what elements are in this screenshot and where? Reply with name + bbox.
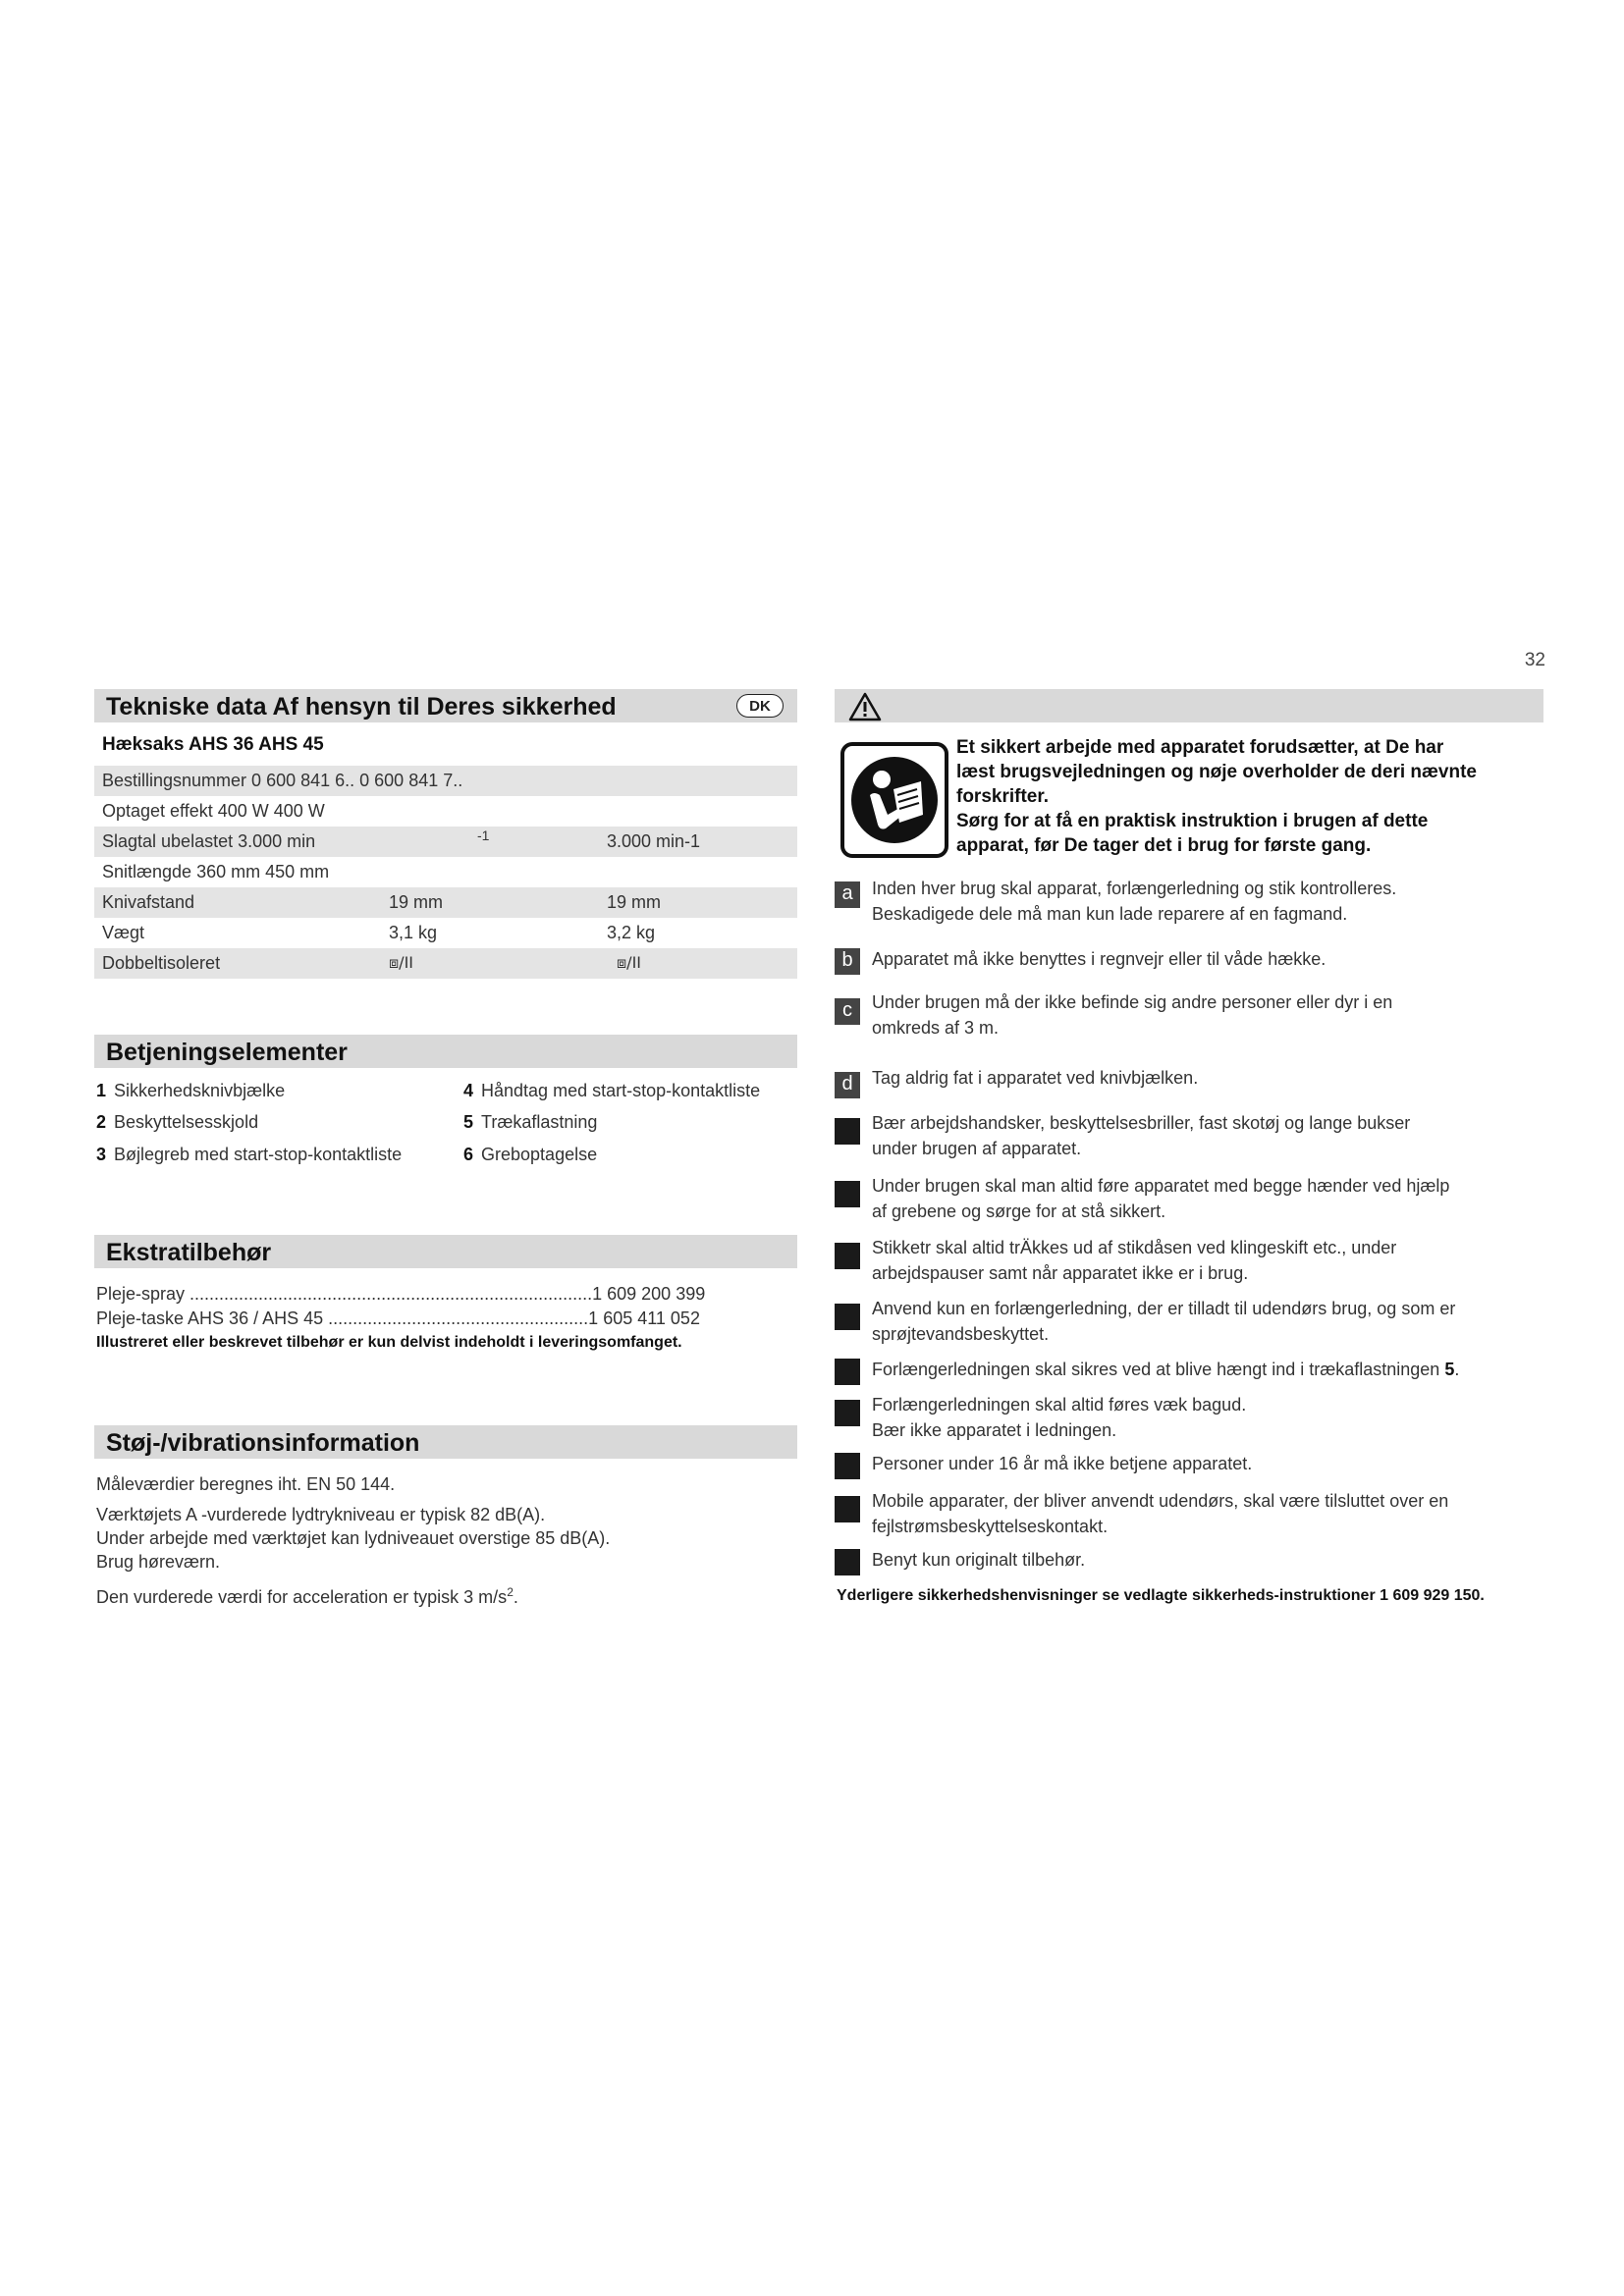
safety-item-line: sprøjtevandsbeskyttet. [872,1324,1050,1344]
safety-item-line: Tag aldrig fat i apparatet ved knivbjælken. [872,1068,1199,1088]
safety-footer: Yderligere sikkerhedshenvisninger se vedlagte sikkerheds-instruktioner 1 609 929 150. [837,1587,1485,1604]
safety-item-line: under brugen af apparatet. [872,1139,1082,1158]
safety-item [872,1547,1549,1573]
accessory-line: Pleje-spray ..................................................................................1 609 200 399 [96,1284,706,1304]
tech-row-label: Slagtal ubelastet 3.000 min [102,831,316,851]
control-number: 5 [463,1112,474,1132]
control-label: Greboptagelse [481,1145,598,1164]
noise-title: Støj-/vibrationsinformation [106,1429,420,1457]
marker-b: b [835,948,860,975]
safety-item-line: Inden hver brug skal apparat, forlængerledning og stik kontrolleres. [872,879,1397,898]
warning-triangle-icon [848,692,882,721]
control-item [463,1112,597,1133]
tech-row-label: Dobbeltisoleret [102,953,221,973]
safety-item-line: Under brugen skal man altid føre apparatet med begge hænder ved hjælp [872,1176,1450,1196]
safety-item [872,1392,1549,1443]
tech-row [94,766,797,796]
control-number: 6 [463,1145,474,1164]
bullet-marker [835,1304,860,1330]
marker-a: a [835,881,860,908]
control-item [96,1112,258,1133]
noise-header [94,1425,797,1459]
tech-row [94,948,797,979]
noise-line: Måleværdier beregnes iht. EN 50 144. [96,1474,396,1494]
bullet-marker [835,1243,860,1269]
noise-accel-text: Den vurderede værdi for acceleration er typisk 3 m/s [96,1587,508,1607]
accessories-title: Ekstratilbehør [106,1239,272,1266]
tech-row-value-2: 19 mm [607,892,662,912]
noise-accel-end: . [513,1587,518,1607]
safety-intro-line: Et sikkert arbejde med apparatet forudsætter, at De har [956,737,1444,758]
control-label: Håndtag med start-stop-kontaktliste [481,1081,761,1100]
safety-item-line: Stikketr skal altid trÄkkes ud af stikdåsen ved klingeskift etc., under [872,1238,1397,1257]
tech-row-value-2: 3,2 kg [607,923,656,942]
control-label: Sikkerhedsknivbjælke [114,1081,286,1100]
tech-row-value-1: -1 [477,828,490,843]
control-item [96,1081,285,1101]
safety-item-line: fejlstrømsbeskyttelseskontakt. [872,1517,1109,1536]
safety-item [872,1451,1549,1476]
controls-title: Betjeningselementer [106,1039,348,1066]
control-label: Trækaflastning [481,1112,598,1132]
accessory-line: Pleje-taske AHS 36 / AHS 45 .....................................................1 605 411 052 [96,1308,700,1328]
tech-row [94,857,797,887]
accessories-header [94,1235,797,1268]
noise-line: Brug høreværn. [96,1552,221,1572]
safety-item-line-end: . [1454,1360,1460,1379]
bullet-marker [835,1453,860,1479]
tech-row [94,827,797,857]
noise-accel-sup: 2 [507,1585,514,1599]
safety-item-line: Under brugen må der ikke befinde sig andre personer eller dyr i en [872,992,1393,1012]
safety-item-line: Mobile apparater, der bliver anvendt udendørs, skal være tilsluttet over en [872,1491,1449,1511]
control-item [463,1145,597,1165]
safety-item [872,946,1549,972]
safety-item-line: Bær ikke apparatet i ledningen. [872,1420,1117,1440]
tech-row-label: Vægt [102,923,145,942]
control-label: Bøjlegreb med start-stop-kontaktliste [114,1145,403,1164]
page-number: 32 [1524,650,1545,670]
safety-item [872,876,1549,927]
double-insulated-icon: ⧈/II [389,953,414,972]
safety-header-bar [835,689,1543,722]
safety-item-line: Beskadigede dele må man kun lade reparere af en fagmand. [872,904,1348,924]
tech-row [94,887,797,918]
tech-row-label: Optaget effekt 400 W 400 W [102,801,325,821]
marker-c: c [835,998,860,1025]
safety-item-line: Forlængerledningen skal sikres ved at blive hængt ind i trækaflastningen [872,1360,1440,1379]
bullet-marker [835,1496,860,1522]
bullet-marker [835,1359,860,1385]
tech-row-label: Snitlængde 360 mm 450 mm [102,862,330,881]
control-number: 3 [96,1145,107,1164]
safety-item-line: arbejdspauser samt når apparatet ikke er i brug. [872,1263,1249,1283]
safety-item-line: Forlængerledningen skal altid føres væk bagud. [872,1395,1247,1415]
safety-item-line: Anvend kun en forlængerledning, der er tilladt til udendørs brug, og som er [872,1299,1456,1318]
tech-data-title: Tekniske data Af hensyn til Deres sikkerhed [106,693,617,721]
tech-row-label: Bestillingsnummer 0 600 841 6.. 0 600 841 7.. [102,771,463,790]
safety-intro-line: apparat, før De tager det i brug for første gang. [956,835,1372,856]
tech-data-header [94,689,797,722]
safety-item [872,1357,1549,1382]
safety-item-line: Personer under 16 år må ikke betjene apparatet. [872,1454,1253,1473]
bullet-marker [835,1118,860,1145]
tech-row-value-2: 3.000 min-1 [607,831,701,851]
safety-item-line: Apparatet må ikke benyttes i regnvejr eller til våde hække. [872,949,1326,969]
noise-line: Under arbejde med værktøjet kan lydniveauet overstige 85 dB(A). [96,1528,611,1548]
safety-item [872,1065,1549,1091]
product-name: Hæksaks AHS 36 AHS 45 [102,734,324,755]
bullet-marker [835,1549,860,1575]
noise-line: Værktøjets A -vurderede lydtrykniveau er typisk 82 dB(A). [96,1505,546,1524]
bullet-marker [835,1400,860,1426]
safety-intro-line: læst brugsvejledningen og nøje overholder de deri nævnte [956,762,1477,782]
tech-row-label: Knivafstand [102,892,195,912]
double-insulated-icon: ⧈/II [617,953,642,972]
noise-line [96,1580,518,1609]
control-number: 1 [96,1081,107,1100]
safety-item [872,1296,1549,1347]
safety-item [872,1173,1549,1224]
controls-header [94,1035,797,1068]
safety-item-line: Bær arbejdshandsker, beskyttelsesbriller, fast skotøj og lange bukser [872,1113,1411,1133]
safety-item [872,1110,1549,1161]
marker-d: d [835,1072,860,1098]
safety-item [872,1488,1549,1539]
safety-item-line: omkreds af 3 m. [872,1018,1000,1038]
control-number: 2 [96,1112,107,1132]
read-manual-icon [840,742,948,858]
control-number: 4 [463,1081,474,1100]
reference-number: 5 [1444,1360,1455,1379]
control-label: Beskyttelsesskjold [114,1112,259,1132]
tech-row [94,796,797,827]
safety-item [872,989,1549,1041]
tech-row [94,918,797,948]
tech-row-value-1: 3,1 kg [389,923,438,942]
safety-item [872,1235,1549,1286]
safety-item-line: Benyt kun originalt tilbehør. [872,1550,1086,1570]
control-item [463,1081,760,1101]
control-item [96,1145,402,1165]
safety-item-line: af grebene og sørge for at stå sikkert. [872,1201,1166,1221]
accessories-note: Illustreret eller beskrevet tilbehør er kun delvist indeholdt i leveringsomfanget. [96,1334,682,1351]
tech-row-value-1: 19 mm [389,892,444,912]
safety-intro-line: Sørg for at få en praktisk instruktion i brugen af dette [956,811,1429,831]
country-badge-dk: DK [736,694,784,718]
safety-intro-line: forskrifter. [956,786,1049,807]
bullet-marker [835,1181,860,1207]
